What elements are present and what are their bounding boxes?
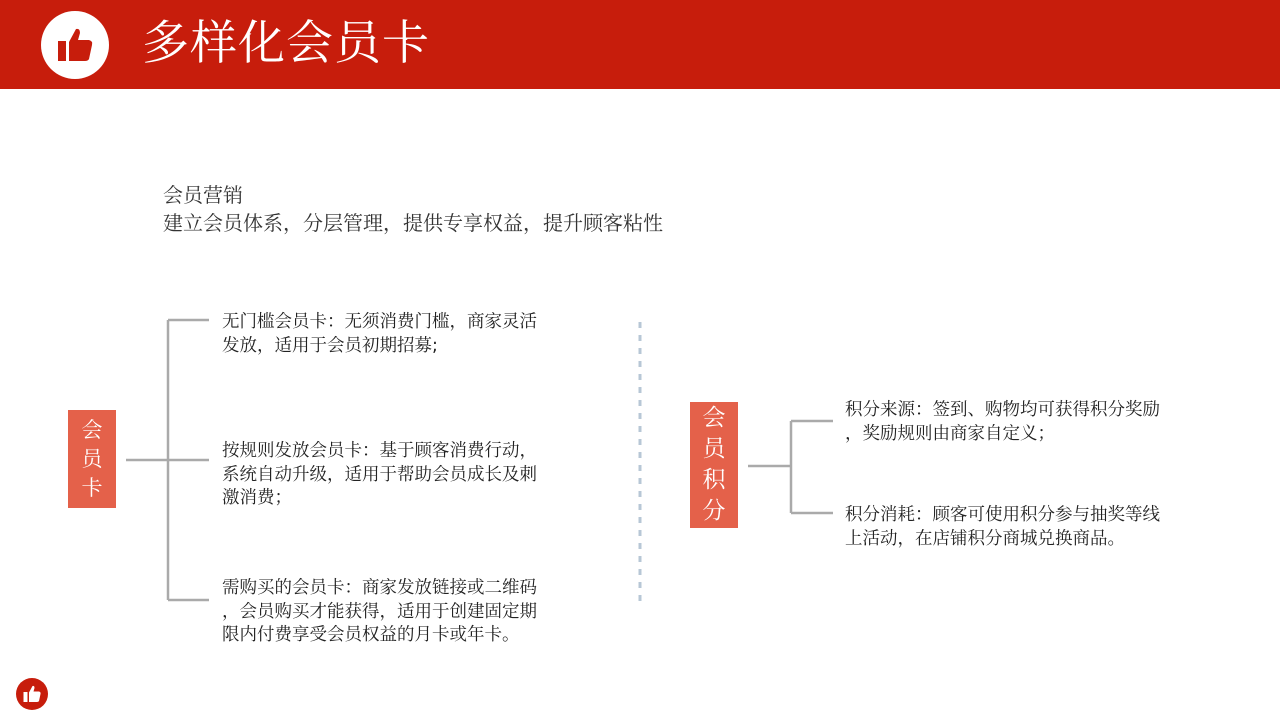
thumbs-up-icon — [22, 684, 42, 704]
footer-logo — [16, 678, 48, 710]
member-card-item-rule: 按规则发放会员卡：基于顾客消费行动， 系统自动升级，适用于帮助会员成长及刺 激消费； — [222, 441, 537, 508]
member-card-item-paid: 需购买的会员卡：商家发放链接或二维码 ，会员购买才能获得，适用于创建固定期 限内付费享受会员权益的月卡或年卡。 — [222, 578, 537, 645]
points-item-consume: 积分消耗：顾客可使用积分参与抽奖等线 上活动，在店铺积分商城兑换商品。 — [845, 505, 1160, 549]
page-title: 多样化会员卡 — [142, 16, 430, 71]
member-card-tag-char: 员 — [81, 446, 103, 471]
member-points-tag-char: 积 — [702, 467, 726, 493]
member-points-tag-char: 员 — [702, 436, 726, 462]
member-card-tag-char: 会 — [81, 417, 103, 442]
points-item-source: 积分来源：签到、购物均可获得积分奖励 ，奖励规则由商家自定义； — [845, 400, 1160, 444]
member-points-tag-char: 分 — [702, 498, 726, 524]
member-points-tag-char: 会 — [702, 405, 726, 431]
member-card-tag-char: 卡 — [81, 475, 103, 500]
member-points-tag — [690, 402, 738, 528]
member-card-tag — [68, 410, 116, 508]
intro-heading: 会员营销 — [163, 183, 243, 207]
intro-subtitle: 建立会员体系，分层管理，提供专享权益，提升顾客粘性 — [163, 211, 663, 235]
member-card-item-free: 无门槛会员卡：无须消费门槛，商家灵活 发放，适用于会员初期招募; — [222, 312, 537, 356]
